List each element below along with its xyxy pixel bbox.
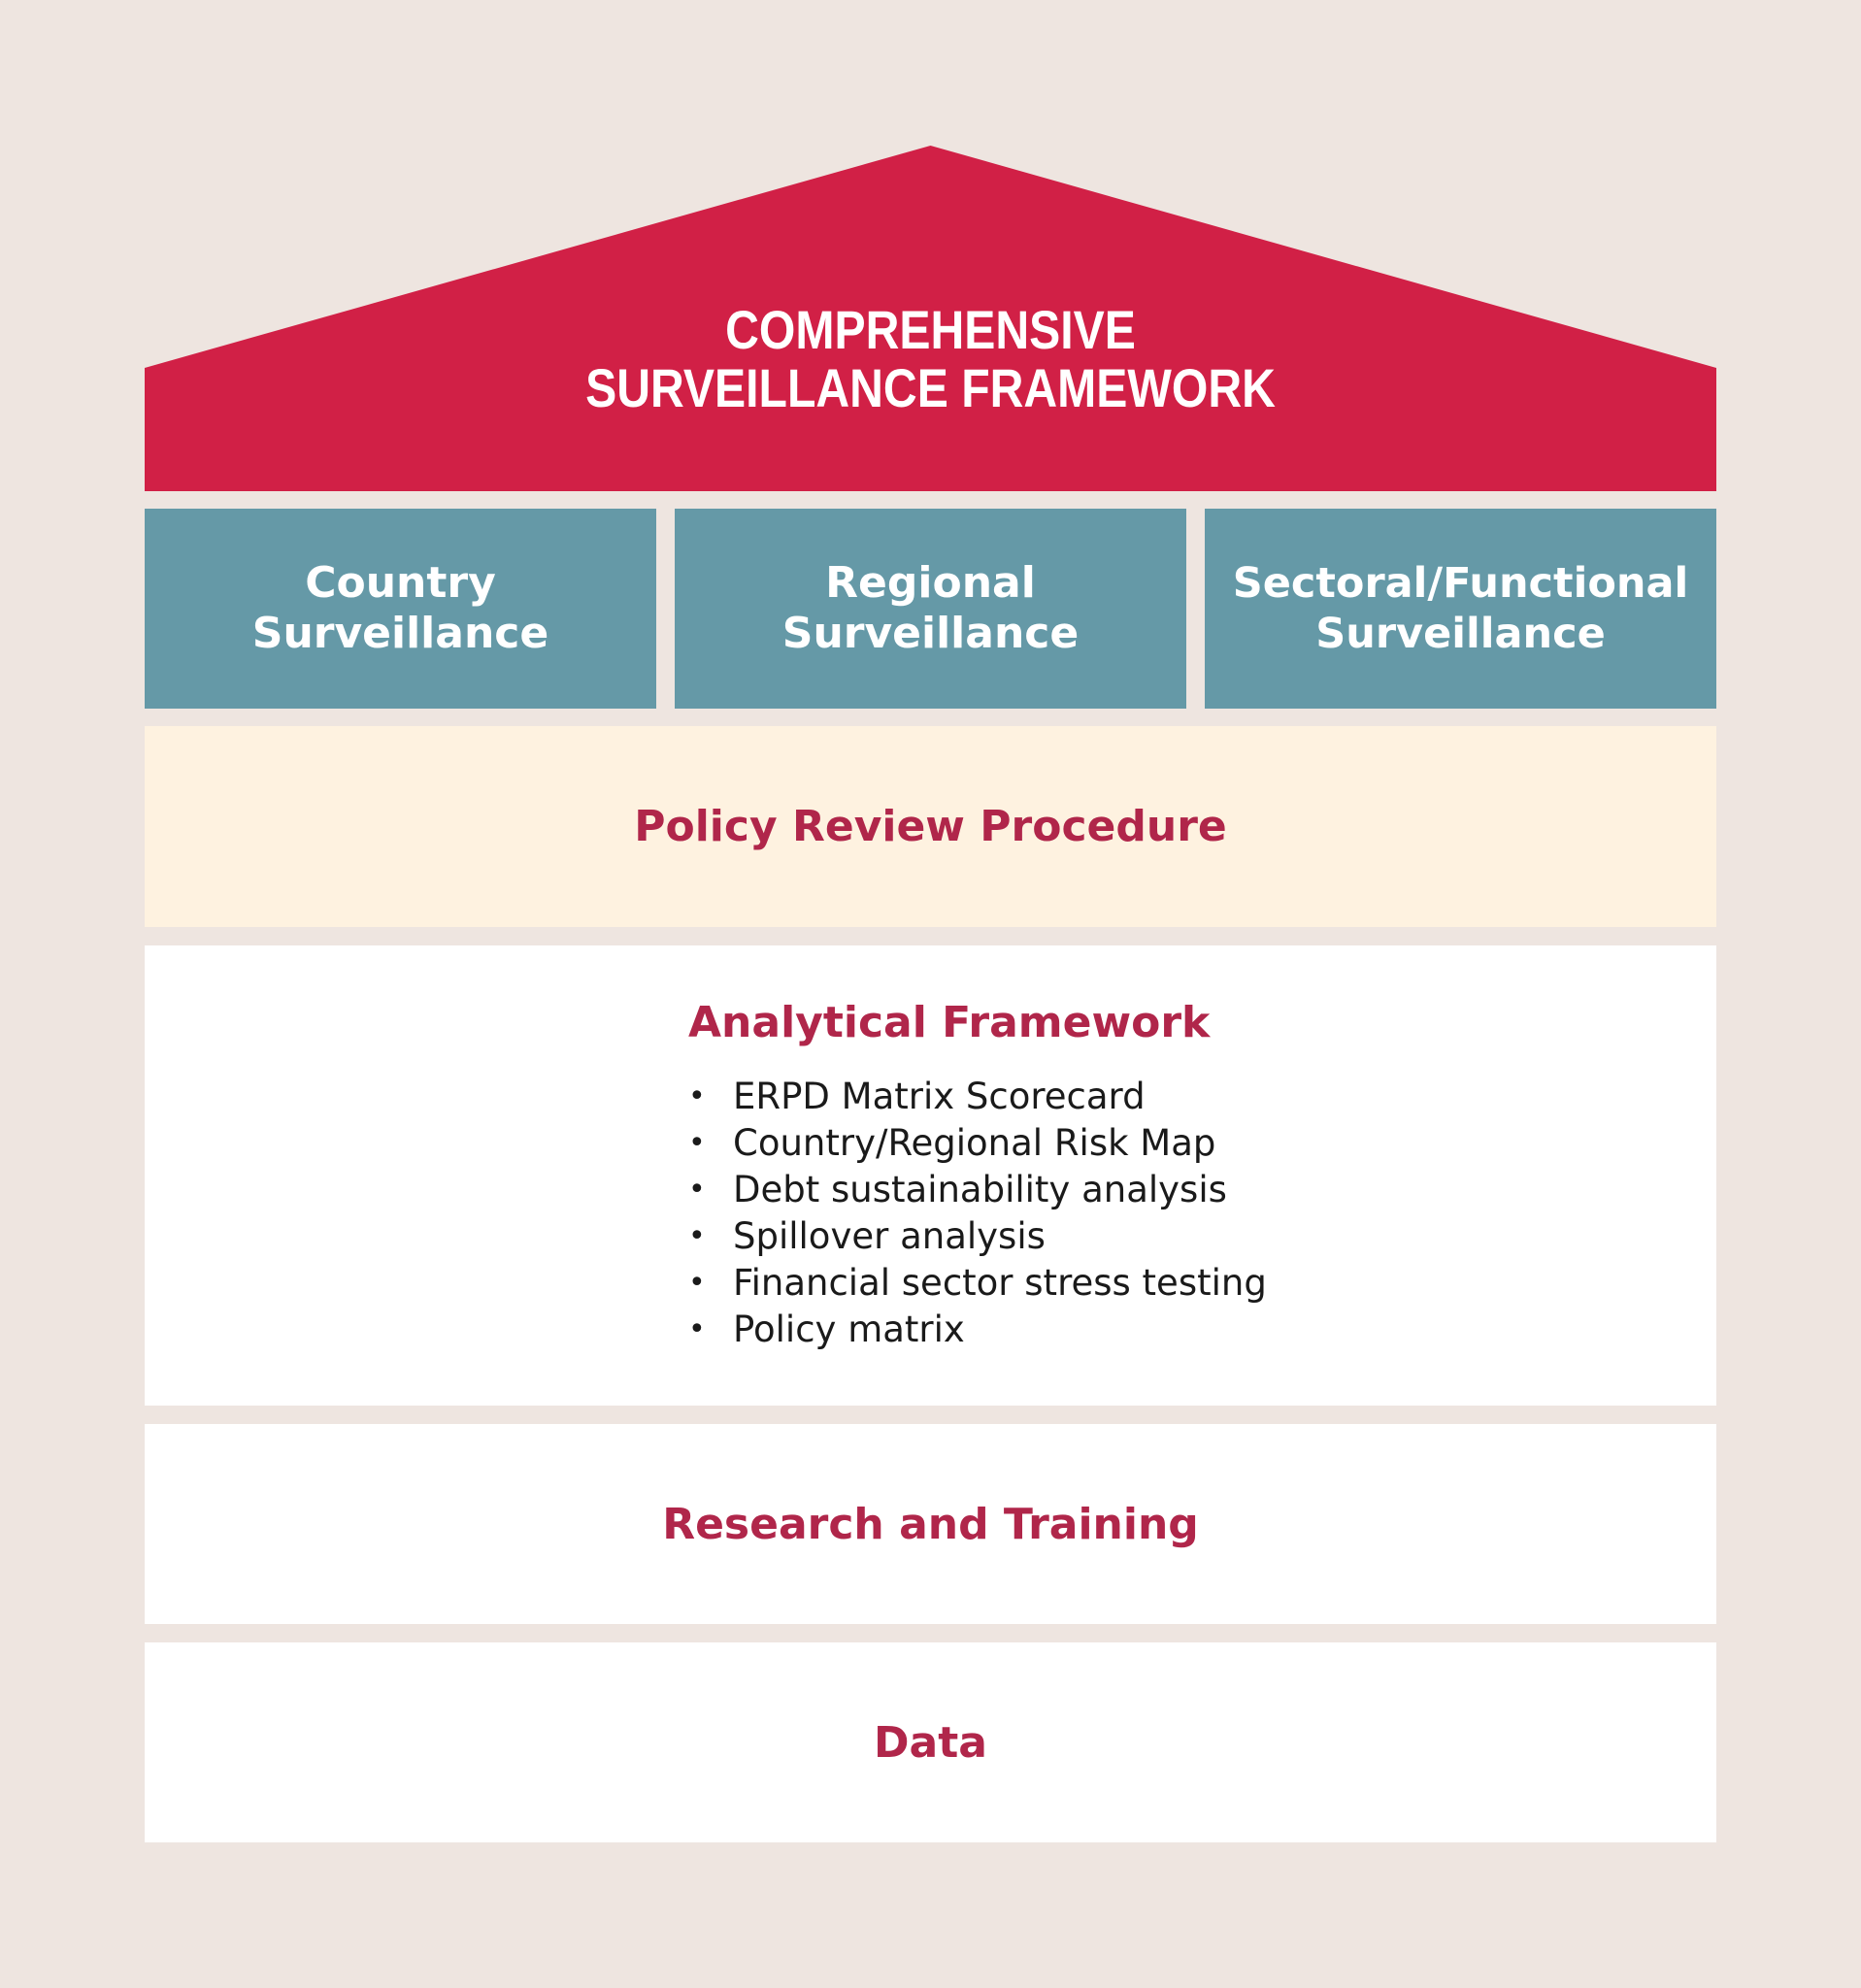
pillar-label-line1: Regional bbox=[825, 558, 1036, 608]
bullet-icon: • bbox=[688, 1312, 706, 1346]
analytical-framework-band bbox=[145, 945, 1716, 1406]
list-item-text: ERPD Matrix Scorecard bbox=[733, 1076, 1146, 1117]
framework-title bbox=[254, 301, 1606, 417]
framework-roof bbox=[145, 146, 1716, 491]
list-item bbox=[688, 1074, 1267, 1120]
list-item bbox=[688, 1120, 1267, 1167]
pillar-label-line1: Sectoral/Functional bbox=[1232, 559, 1689, 608]
analytical-framework-title: Analytical Framework bbox=[688, 998, 1211, 1047]
policy-review-label: Policy Review Procedure bbox=[634, 802, 1227, 851]
list-item-text: Policy matrix bbox=[733, 1309, 965, 1350]
bullet-icon: • bbox=[688, 1266, 706, 1300]
policy-review-band bbox=[145, 726, 1716, 927]
pillar-label-line1: Country bbox=[305, 558, 496, 608]
pillar-label-line2: Surveillance bbox=[251, 609, 549, 658]
pillar-regional-surveillance bbox=[675, 509, 1186, 709]
pillar-label-line2: Surveillance bbox=[781, 609, 1080, 658]
analytical-framework-list bbox=[688, 1074, 1267, 1353]
bullet-icon: • bbox=[688, 1079, 706, 1113]
list-item-text: Country/Regional Risk Map bbox=[733, 1122, 1216, 1164]
pillar-country-surveillance bbox=[145, 509, 656, 709]
list-item bbox=[688, 1260, 1267, 1307]
list-item bbox=[688, 1307, 1267, 1353]
list-item bbox=[688, 1213, 1267, 1260]
pillar-sectoral-functional-surveillance bbox=[1205, 509, 1716, 709]
list-item-text: Financial sector stress testing bbox=[733, 1262, 1267, 1304]
bullet-icon: • bbox=[688, 1126, 706, 1160]
bullet-icon: • bbox=[688, 1173, 706, 1207]
data-band bbox=[145, 1642, 1716, 1842]
framework-title-line1: COMPREHENSIVE bbox=[725, 299, 1136, 360]
bullet-icon: • bbox=[688, 1219, 706, 1253]
analytical-framework-content bbox=[688, 996, 1267, 1353]
framework-title-line2: SURVEILLANCE FRAMEWORK bbox=[585, 357, 1276, 418]
research-training-label: Research and Training bbox=[662, 1499, 1199, 1549]
research-training-band bbox=[145, 1424, 1716, 1624]
pillar-label-line2: Surveillance bbox=[1315, 610, 1606, 658]
data-label: Data bbox=[874, 1717, 987, 1768]
list-item bbox=[688, 1167, 1267, 1213]
list-item-text: Debt sustainability analysis bbox=[733, 1169, 1227, 1210]
list-item-text: Spillover analysis bbox=[733, 1215, 1046, 1257]
